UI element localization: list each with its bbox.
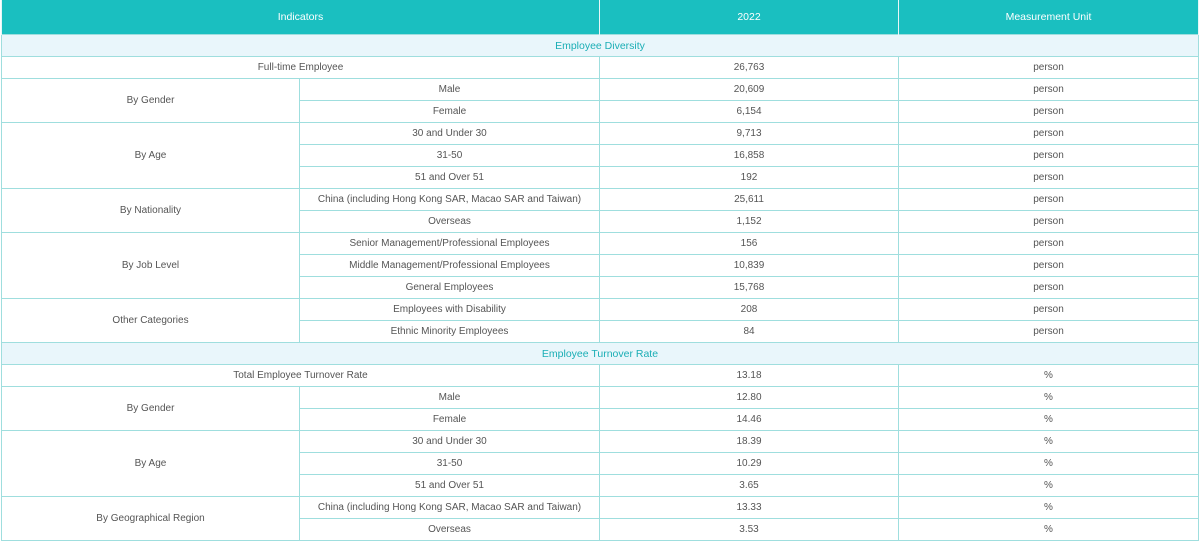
group-label: By Gender (2, 387, 300, 431)
subcategory-label: General Employees (300, 277, 600, 299)
section-title: Employee Diversity (2, 35, 1199, 57)
group-label: By Geographical Region (2, 497, 300, 541)
value-cell: 192 (600, 167, 899, 189)
section-title-row (2, 343, 1199, 365)
unit-cell: % (899, 475, 1199, 497)
unit-cell: person (899, 189, 1199, 211)
group-label: By Nationality (2, 189, 300, 233)
value-cell: 15,768 (600, 277, 899, 299)
unit-cell: person (899, 299, 1199, 321)
unit-cell: % (899, 453, 1199, 475)
header-row (2, 0, 1199, 35)
table-row (2, 57, 1199, 79)
group-label: By Age (2, 431, 300, 497)
value-cell: 10.29 (600, 453, 899, 475)
value-cell: 156 (600, 233, 899, 255)
value-cell: 20,609 (600, 79, 899, 101)
unit-cell: person (899, 277, 1199, 299)
value-cell: 14.46 (600, 409, 899, 431)
subcategory-label: Female (300, 409, 600, 431)
group-label: By Age (2, 123, 300, 189)
unit-cell: % (899, 387, 1199, 409)
table-body (2, 35, 1199, 541)
subcategory-label: Male (300, 387, 600, 409)
value-cell: 10,839 (600, 255, 899, 277)
subcategory-label: 31-50 (300, 453, 600, 475)
value-cell: 208 (600, 299, 899, 321)
table-header (2, 0, 1199, 35)
unit-cell: % (899, 409, 1199, 431)
unit-cell: person (899, 255, 1199, 277)
total-label: Full-time Employee (2, 57, 600, 79)
group-label: Other Categories (2, 299, 300, 343)
table-row (2, 233, 1199, 255)
unit-cell: % (899, 431, 1199, 453)
group-label: By Gender (2, 79, 300, 123)
header-year: 2022 (600, 0, 899, 35)
unit-cell: % (899, 365, 1199, 387)
header-indicators: Indicators (2, 0, 600, 35)
unit-cell: % (899, 519, 1199, 541)
table-row (2, 431, 1199, 453)
subcategory-label: Employees with Disability (300, 299, 600, 321)
value-cell: 18.39 (600, 431, 899, 453)
subcategory-label: 30 and Under 30 (300, 431, 600, 453)
section-title-row (2, 35, 1199, 57)
section-title: Employee Turnover Rate (2, 343, 1199, 365)
subcategory-label: 51 and Over 51 (300, 475, 600, 497)
unit-cell: person (899, 79, 1199, 101)
value-cell: 1,152 (600, 211, 899, 233)
table-row (2, 365, 1199, 387)
unit-cell: person (899, 101, 1199, 123)
value-cell: 9,713 (600, 123, 899, 145)
table-row (2, 189, 1199, 211)
value-cell: 6,154 (600, 101, 899, 123)
table-row (2, 79, 1199, 101)
value-cell: 12.80 (600, 387, 899, 409)
value-cell: 13.18 (600, 365, 899, 387)
subcategory-label: China (including Hong Kong SAR, Macao SAR and Taiwan) (300, 189, 600, 211)
unit-cell: person (899, 211, 1199, 233)
subcategory-label: 30 and Under 30 (300, 123, 600, 145)
group-label: By Job Level (2, 233, 300, 299)
value-cell: 3.53 (600, 519, 899, 541)
subcategory-label: Overseas (300, 519, 600, 541)
header-unit: Measurement Unit (899, 0, 1199, 35)
value-cell: 25,611 (600, 189, 899, 211)
subcategory-label: China (including Hong Kong SAR, Macao SAR and Taiwan) (300, 497, 600, 519)
subcategory-label: Middle Management/Professional Employees (300, 255, 600, 277)
subcategory-label: 51 and Over 51 (300, 167, 600, 189)
value-cell: 84 (600, 321, 899, 343)
value-cell: 26,763 (600, 57, 899, 79)
value-cell: 13.33 (600, 497, 899, 519)
unit-cell: person (899, 321, 1199, 343)
subcategory-label: 31-50 (300, 145, 600, 167)
subcategory-label: Overseas (300, 211, 600, 233)
table-row (2, 123, 1199, 145)
value-cell: 16,858 (600, 145, 899, 167)
unit-cell: person (899, 145, 1199, 167)
unit-cell: person (899, 167, 1199, 189)
unit-cell: person (899, 123, 1199, 145)
subcategory-label: Senior Management/Professional Employees (300, 233, 600, 255)
subcategory-label: Male (300, 79, 600, 101)
unit-cell: person (899, 233, 1199, 255)
table-row (2, 299, 1199, 321)
table-row (2, 497, 1199, 519)
subcategory-label: Female (300, 101, 600, 123)
subcategory-label: Ethnic Minority Employees (300, 321, 600, 343)
employee-data-table (1, 0, 1199, 541)
value-cell: 3.65 (600, 475, 899, 497)
unit-cell: % (899, 497, 1199, 519)
unit-cell: person (899, 57, 1199, 79)
table-row (2, 387, 1199, 409)
total-label: Total Employee Turnover Rate (2, 365, 600, 387)
